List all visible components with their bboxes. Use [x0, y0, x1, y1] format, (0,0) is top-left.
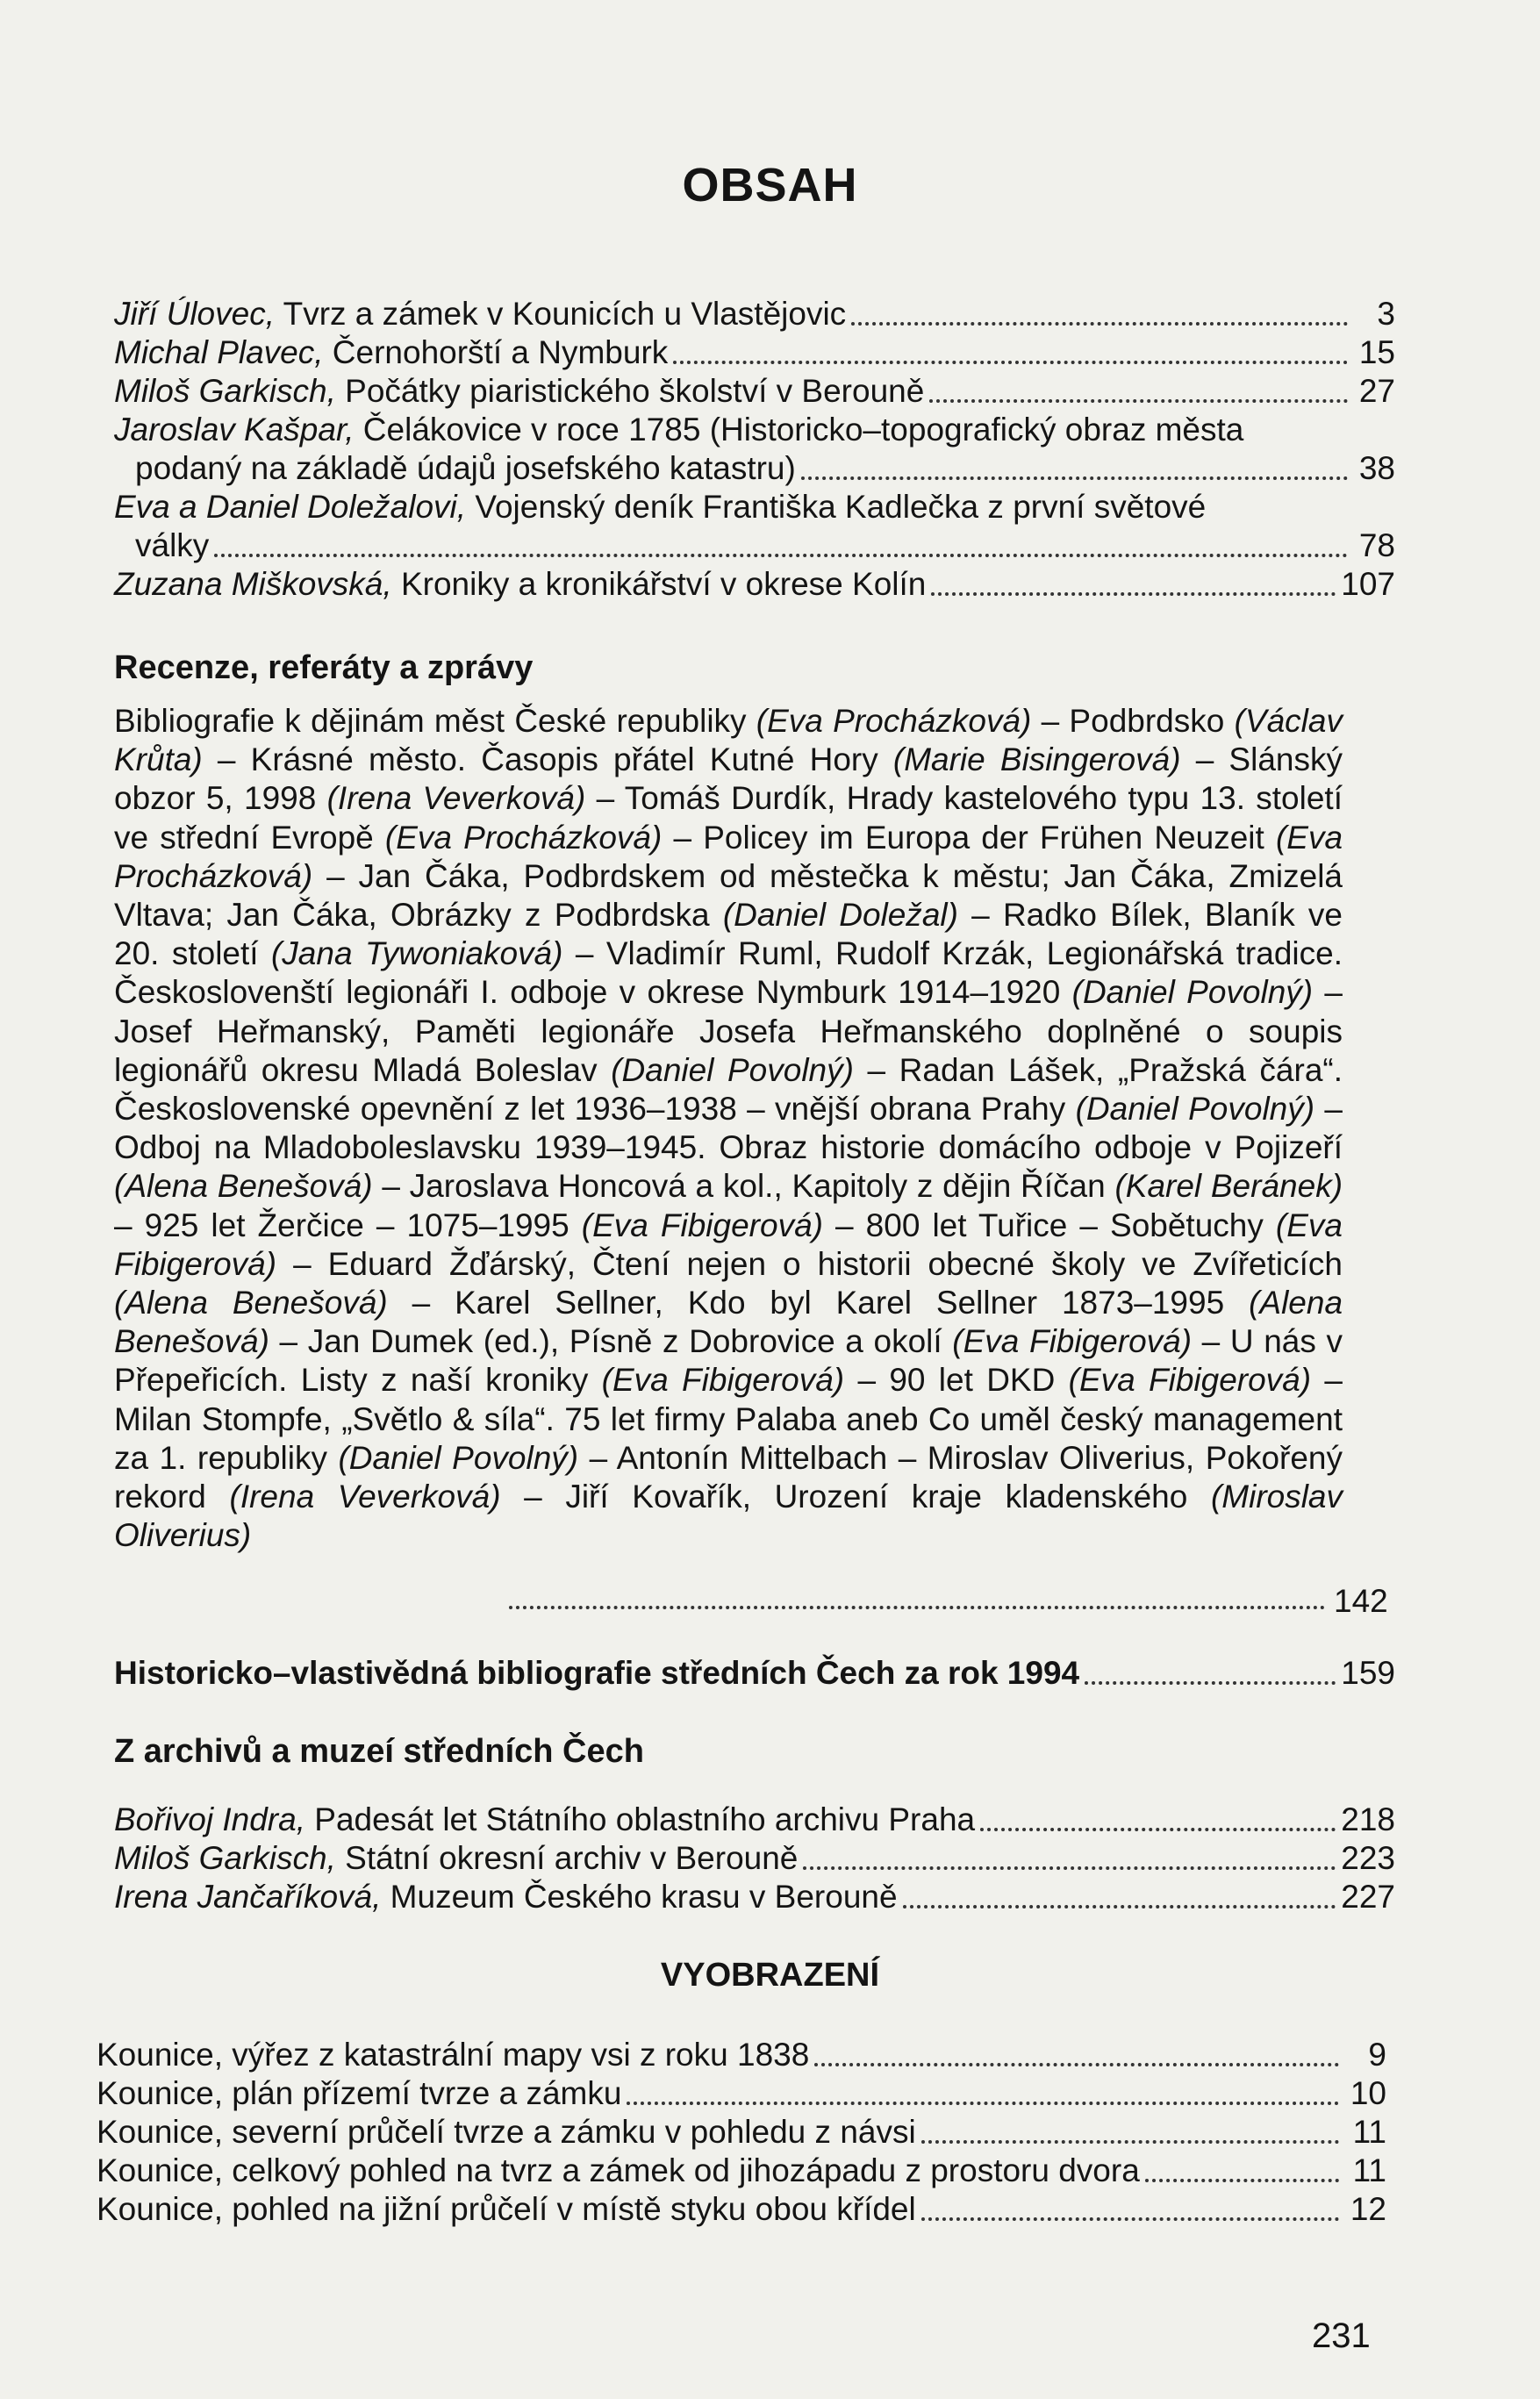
entry-author: Miloš Garkisch,: [114, 1840, 336, 1876]
toc-entry: [114, 565, 1395, 604]
entry-title: Čelákovice v roce 1785 (Historicko–topografický obraz města: [354, 412, 1244, 448]
article-list: [114, 295, 1395, 604]
review-item: – Policey im Europa der Frühen Neuzeit: [662, 819, 1276, 856]
entry-page: 218: [1341, 1801, 1395, 1837]
entry-title: Počátky piaristického školství v Berouně: [335, 373, 925, 409]
toc-entry: [97, 2152, 1386, 2190]
dot-leader: [214, 553, 1348, 557]
entry-title-continued: války: [135, 527, 210, 563]
review-item: – Krásné město. Časopis přátel Kutné Hory: [202, 741, 893, 778]
entry-title: Vojenský deník Františka Kadlečka z první světové: [466, 489, 1207, 525]
review-item: – 925 let Žerčice – 1075–1995: [114, 1207, 582, 1243]
entry-title: Státní okresní archiv v Berouně: [335, 1840, 799, 1876]
dot-leader: [814, 2062, 1339, 2066]
page-number: 231: [1312, 2317, 1371, 2355]
figures-list: [97, 2036, 1386, 2229]
entry-title-continued: podaný na základě údajů josefského katastru): [135, 450, 796, 486]
review-item: – Jan Dumek (ed.), Písně z Dobrovice a okolí: [269, 1323, 953, 1360]
entry-title: Tvrz a zámek v Kounicích u Vlastějovic: [274, 296, 847, 332]
review-item: – Milan Stompfe, „Světlo & síla“. 75 let firmy Palaba aneb Co uměl český management za 1. republiky: [114, 1362, 1343, 1476]
toc-entry: [97, 2190, 1386, 2229]
entry-page: 27: [1358, 373, 1395, 409]
toc-entry: [97, 2036, 1386, 2074]
review-item: – Antonín Mittelbach – Miroslav Oliverius, Pokořený rekord: [114, 1439, 1343, 1515]
toc-entry: [114, 372, 1395, 411]
dot-leader: [929, 398, 1348, 403]
review-item: – Tomáš Durdík, Hrady kastelového typu 13. století ve střední Evropě: [114, 780, 1343, 856]
entry-author: Michal Plavec,: [114, 334, 324, 370]
reviewer-name: (Miroslav Oliverius): [114, 1479, 1343, 1554]
figure-caption: Kounice, celkový pohled na tvrz a zámek od jihozápadu z prostoru dvora: [97, 2152, 1140, 2188]
review-item: – Eduard Žďárský, Čtení nejen o historii obecné školy ve Zvířeticích: [276, 1245, 1343, 1282]
toc-entry: [97, 2113, 1386, 2152]
review-item: – Vladimír Ruml, Rudolf Krzák, Legionářská tradice. Českoslovenští legionáři I. odboje v okrese Nymburk 1914–1920: [114, 935, 1343, 1011]
review-item: – Slánský obzor 5, 1998: [114, 741, 1343, 817]
entry-page: 3: [1377, 296, 1395, 332]
bibliography-title: Historicko–vlastivědná bibliografie středních Čech za rok 1994: [114, 1655, 1080, 1691]
entry-author: Miloš Garkisch,: [114, 373, 336, 409]
entry-page: 11: [1352, 2152, 1386, 2188]
reviewer-name: (Daniel Povolný): [338, 1439, 579, 1476]
toc-entry: [114, 1878, 1395, 1916]
reviewer-name: (Václav Krůta): [114, 703, 1343, 778]
review-item: – Jaroslava Honcová a kol., Kapitoly z dějin Říčan: [372, 1168, 1115, 1205]
toc-entry: [114, 411, 1395, 488]
entry-author: Jiří Úlovec,: [114, 296, 275, 332]
entry-page: 107: [1341, 566, 1395, 602]
toc-entry: [114, 333, 1395, 372]
entry-title: Černohorští a Nymburk: [323, 334, 669, 370]
reviewer-name: (Marie Bisingerová): [892, 741, 1181, 778]
reviewer-name: (Jana Tywoniaková): [270, 935, 563, 972]
reviewer-name: (Karel Beránek): [1114, 1168, 1343, 1205]
dot-leader: [921, 2139, 1339, 2144]
dot-leader: [931, 591, 1336, 596]
entry-page: 159: [1341, 1655, 1395, 1691]
archives-list: [114, 1801, 1395, 1916]
dot-leader: [801, 476, 1348, 480]
entry-page: 12: [1350, 2191, 1386, 2227]
bibliography-list: [114, 1654, 1395, 1693]
entry-page: 10: [1350, 2075, 1386, 2111]
reviewer-name: (Eva Procházková): [756, 703, 1032, 739]
figure-caption: Kounice, výřez z katastrální mapy vsi z roku 1838: [97, 2037, 810, 2073]
reviewer-name: (Eva Fibigerová): [581, 1207, 823, 1243]
dot-leader: [851, 321, 1348, 326]
dot-leader: [921, 2216, 1339, 2221]
review-item: – U nás v Přepeřicích. Listy z naší kroniky: [114, 1323, 1343, 1399]
reviewer-name: (Alena Benešová): [114, 1285, 1343, 1360]
review-item: – 800 let Tuřice – Sobětuchy: [822, 1207, 1276, 1243]
review-item: – Jiří Kovařík, Urození kraje kladenského: [500, 1479, 1211, 1515]
dot-leader: [1085, 1680, 1336, 1685]
reviewer-name: (Daniel Povolný): [1075, 1091, 1315, 1128]
entry-author: Bořivoj Indra,: [114, 1801, 305, 1837]
section-heading-figures: VYOBRAZENÍ: [660, 1957, 880, 1994]
reviewer-name: (Eva Fibigerová): [601, 1362, 845, 1399]
toc-entry: [114, 1839, 1395, 1878]
reviewer-name: (Eva Fibigerová): [1068, 1362, 1312, 1399]
dot-leader: [803, 1865, 1336, 1870]
reviewer-name: (Irena Veverková): [229, 1479, 501, 1515]
toc-entry: [114, 1801, 1395, 1839]
reviewer-name: (Alena Benešová): [114, 1285, 388, 1321]
review-item: – Jan Čáka, Podbrdskem od městečka k městu; Jan Čáka, Zmizelá Vltava; Jan Čáka, Obrázky z Podbrdska: [114, 857, 1343, 934]
review-item: – Karel Sellner, Kdo byl Karel Sellner 1873–1995: [387, 1285, 1250, 1321]
entry-author: Zuzana Miškovská,: [114, 566, 392, 602]
reviewer-name: (Daniel Doležal): [722, 897, 958, 934]
entry-title: Padesát let Státního oblastního archivu Praha: [305, 1801, 976, 1837]
review-item: – 90 let DKD: [844, 1362, 1069, 1399]
entry-title: Muzeum Českého krasu v Berouně: [381, 1879, 898, 1915]
toc-entry: [114, 295, 1395, 333]
dot-leader: [1145, 2178, 1339, 2182]
entry-author: Jaroslav Kašpar,: [114, 412, 355, 448]
reviewer-name: (Eva Fibigerová): [952, 1323, 1193, 1360]
toc-entry: [114, 1654, 1395, 1693]
entry-author: Eva a Daniel Doležalovi,: [114, 489, 467, 525]
dot-leader: [903, 1904, 1336, 1908]
dot-leader: [509, 1606, 1325, 1609]
review-item: – Podbrdsko: [1031, 703, 1235, 739]
review-item: – Josef Heřmanský, Paměti legionáře Josefa Heřmanského doplněné o soupis legionářů okresu Mladá Boleslav: [114, 974, 1343, 1088]
entry-page: 227: [1341, 1879, 1395, 1915]
entry-page: 11: [1352, 2114, 1386, 2150]
entry-page: 38: [1358, 450, 1395, 486]
dot-leader: [673, 360, 1348, 364]
review-item: Bibliografie k dějinám měst České republiky: [114, 703, 756, 739]
dot-leader: [980, 1827, 1336, 1831]
entry-page: 15: [1358, 334, 1395, 370]
entry-page: 223: [1341, 1840, 1395, 1876]
reviewer-name: (Alena Benešová): [114, 1168, 373, 1205]
entry-author: Irena Jančaříková,: [114, 1879, 382, 1915]
figure-caption: Kounice, pohled na jižní průčelí v místě styku obou křídel: [97, 2191, 916, 2227]
section-heading-archives: Z archivů a muzeí středních Čech: [114, 1733, 644, 1770]
reviewer-name: (Eva Procházková): [114, 819, 1343, 894]
reviews-paragraph: [114, 702, 1343, 1555]
toc-entry: [97, 2074, 1386, 2113]
entry-page: 9: [1368, 2037, 1386, 2073]
toc-entry: [114, 488, 1395, 565]
figure-caption: Kounice, plán přízemí tvrze a zámku: [97, 2075, 622, 2111]
review-item: – Odboj na Mladoboleslavsku 1939–1945. Obraz historie domácího odboje v Pojizeří: [114, 1091, 1343, 1166]
page-title: OBSAH: [682, 159, 858, 211]
reviewer-name: (Eva Fibigerová): [114, 1207, 1343, 1282]
section-heading-reviews: Recenze, referáty a zprávy: [114, 649, 534, 686]
entry-page: 78: [1358, 527, 1395, 563]
reviewer-name: (Daniel Povolný): [611, 1051, 854, 1088]
reviews-page: 142: [1334, 1583, 1388, 1619]
reviewer-name: (Eva Procházková): [384, 819, 663, 856]
entry-title: Kroniky a kronikářství v okrese Kolín: [391, 566, 927, 602]
figure-caption: Kounice, severní průčelí tvrze a zámku v pohledu z návsi: [97, 2114, 916, 2150]
review-item: – Radko Bílek, Blaník ve 20. století: [114, 897, 1343, 972]
review-item: – Radan Lášek, „Pražská čára“. Československé opevnění z let 1936–1938 – vnější obrana Prahy: [114, 1051, 1343, 1128]
dot-leader: [627, 2101, 1339, 2105]
reviewer-name: (Irena Veverková): [326, 780, 586, 817]
reviewer-name: (Daniel Povolný): [1071, 974, 1314, 1011]
